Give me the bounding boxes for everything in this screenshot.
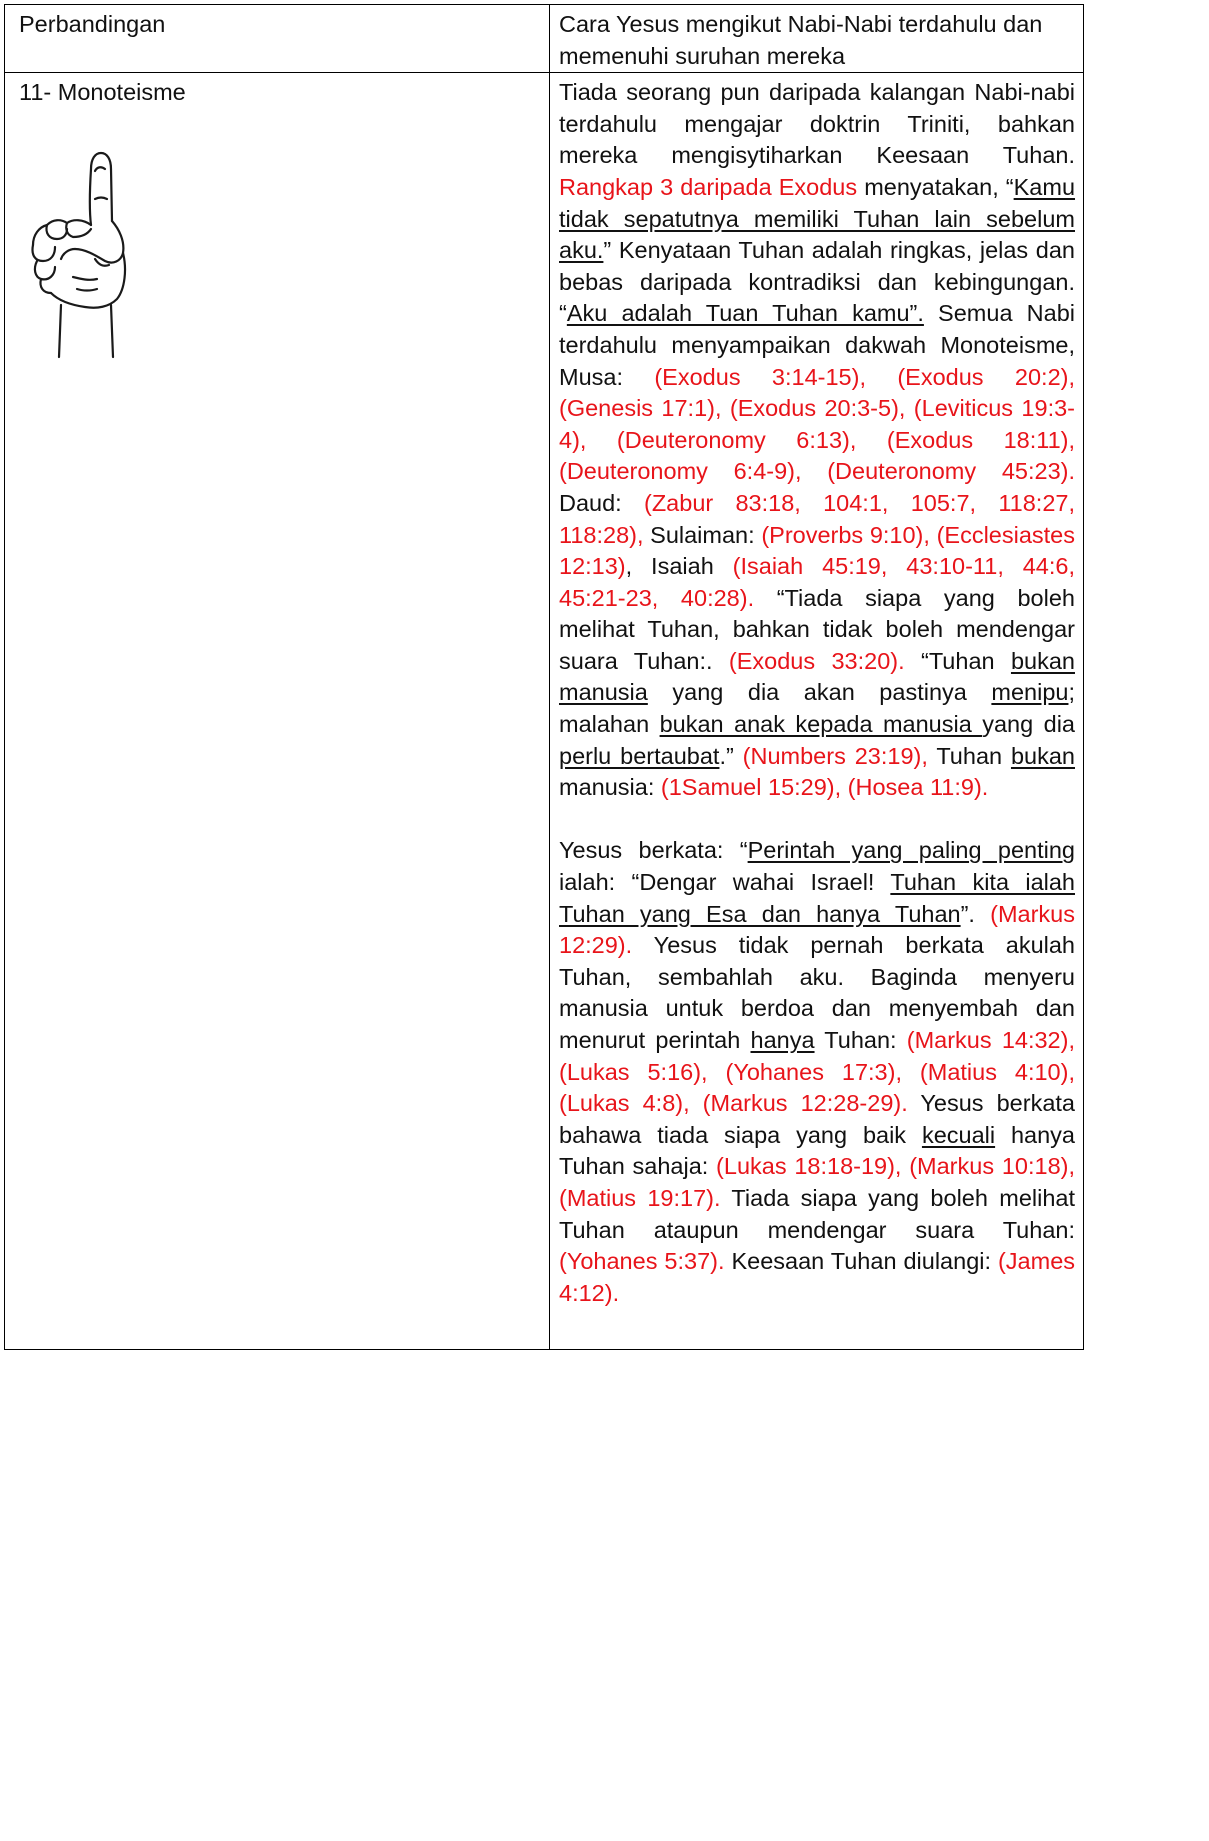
text-segment: Yesus berkata bahawa tiada siapa yang baik bbox=[559, 1090, 1075, 1148]
scripture-reference: (Markus 12:29). bbox=[559, 900, 1076, 959]
scripture-reference: (Exodus 3:14-15), (Exodus 20:2), (Genesis 17:1), (Exodus 20:3-5), (Leviticus 19:3-4), (Deuteronomy 6:13), (Exodus 18:11), (Deuteronomy 6:4-9), (Deuteronomy 45:23). bbox=[559, 363, 1075, 485]
scripture-reference: Rangkap 3 daripada Exodus bbox=[559, 173, 858, 200]
text-segment: menyatakan, “ bbox=[857, 173, 1014, 200]
text-segment: ialah: “Dengar wahai Israel! bbox=[559, 869, 891, 896]
underlined-text: Perintah yang paling penting bbox=[747, 837, 1075, 864]
text-segment: .” bbox=[719, 742, 743, 769]
explanation-text bbox=[559, 77, 1075, 1309]
paragraph-gap bbox=[559, 804, 1075, 836]
header-description-cell: Cara Yesus mengikut Nabi-Nabi terdahulu dan memenuhi suruhan mereka bbox=[550, 5, 1084, 73]
underlined-text: Kamu tidak sepatutnya memiliki Tuhan lain sebelum aku. bbox=[559, 173, 1076, 264]
text-segment: Semua Nabi terdahulu menyampaikan dakwah Monoteisme, Musa: bbox=[559, 300, 1075, 390]
topic-cell bbox=[5, 73, 550, 1350]
scripture-reference: (Markus 14:32), (Lukas 5:16), (Yohanes 17:3), (Matius 4:10), (Lukas 4:8), (Markus 12:28-29). bbox=[559, 1027, 1075, 1117]
text-segment: Tiada seorang pun daripada kalangan Nabi-nabi terdahulu mengajar doktrin Triniti, bahkan mereka mengisytiharkan Keesaan Tuhan. bbox=[559, 79, 1075, 169]
text-segment: Tuhan: bbox=[814, 1027, 907, 1053]
underlined-text: bukan manusia bbox=[559, 647, 1075, 706]
topic-title: 11- Monoteisme bbox=[19, 79, 186, 106]
scripture-reference: (Exodus 33:20). bbox=[728, 647, 905, 674]
text-segment: “Tuhan bbox=[904, 647, 1011, 674]
underlined-text: bukan anak kepada manusia bbox=[659, 711, 983, 738]
scripture-reference: (Proverbs 9:10), (Ecclesiastes 12:13) bbox=[559, 521, 1075, 580]
text-segment: Yesus berkata: “ bbox=[559, 837, 748, 864]
text-segment: ” Kenyataan Tuhan adalah ringkas, jelas dan bebas daripada kontradiksi dan kebingungan. “ bbox=[559, 237, 1075, 327]
paragraph bbox=[559, 835, 1075, 1309]
explanation-cell bbox=[550, 73, 1084, 1350]
paragraph bbox=[559, 77, 1075, 804]
table-row bbox=[5, 73, 1084, 1350]
text-segment: Yesus tidak pernah berkata akulah Tuhan, sembahlah aku. Baginda menyeru manusia untuk berdoa dan menyembah dan menurut perintah bbox=[559, 932, 1075, 1053]
header-row bbox=[5, 5, 1084, 73]
scripture-reference: (Zabur 83:18, 104:1, 105:7, 118:27, 118:28), bbox=[559, 489, 1075, 548]
scripture-reference: (Isaiah 45:19, 43:10-11, 44:6, 45:21-23, 40:28). bbox=[559, 553, 1075, 611]
underlined-text: hanya bbox=[750, 1027, 815, 1053]
underlined-text: bukan bbox=[1010, 742, 1075, 769]
text-segment: yang dia akan pastinya bbox=[647, 679, 992, 706]
header-comparison-cell: Perbandingan bbox=[5, 5, 550, 73]
comparison-table bbox=[4, 4, 1084, 1350]
scripture-reference: (Lukas 18:18-19), (Markus 10:18), (Matius 19:17). bbox=[559, 1153, 1075, 1211]
text-segment: “Tiada siapa yang boleh melihat Tuhan, bahkan tidak boleh mendengar suara Tuhan:. bbox=[559, 584, 1075, 674]
underlined-text: Tuhan kita ialah Tuhan yang Esa dan hanya Tuhan bbox=[559, 869, 1075, 927]
text-segment: , Isaiah bbox=[625, 553, 733, 580]
scripture-reference: (James 4:12). bbox=[559, 1248, 1076, 1306]
scripture-reference: (1Samuel 15:29), (Hosea 11:9). bbox=[660, 774, 989, 801]
underlined-text: Aku adalah Tuan Tuhan kamu”. bbox=[566, 300, 924, 327]
text-segment: Tuhan bbox=[927, 742, 1011, 769]
hand-pointing-one-finger-icon bbox=[25, 149, 137, 359]
underlined-text: perlu bertaubat bbox=[559, 742, 720, 769]
text-segment: ”. bbox=[960, 900, 991, 927]
underlined-text: menipu bbox=[991, 679, 1069, 706]
text-segment: ; malahan bbox=[559, 679, 1075, 738]
text-segment: Tiada siapa yang boleh melihat Tuhan ataupun mendengar suara Tuhan: bbox=[559, 1184, 1076, 1243]
text-segment: Keesaan Tuhan diulangi: bbox=[724, 1248, 998, 1275]
text-segment: Daud: bbox=[559, 489, 644, 516]
underlined-text: kecuali bbox=[921, 1121, 996, 1148]
scripture-reference: (Numbers 23:19), bbox=[742, 742, 928, 769]
text-segment: Sulaiman: bbox=[643, 521, 762, 548]
text-segment: hanya Tuhan sahaja: bbox=[559, 1121, 1076, 1180]
text-segment: manusia: bbox=[559, 774, 661, 801]
scripture-reference: (Yohanes 5:37). bbox=[559, 1248, 725, 1275]
text-segment: yang dia bbox=[982, 711, 1075, 738]
